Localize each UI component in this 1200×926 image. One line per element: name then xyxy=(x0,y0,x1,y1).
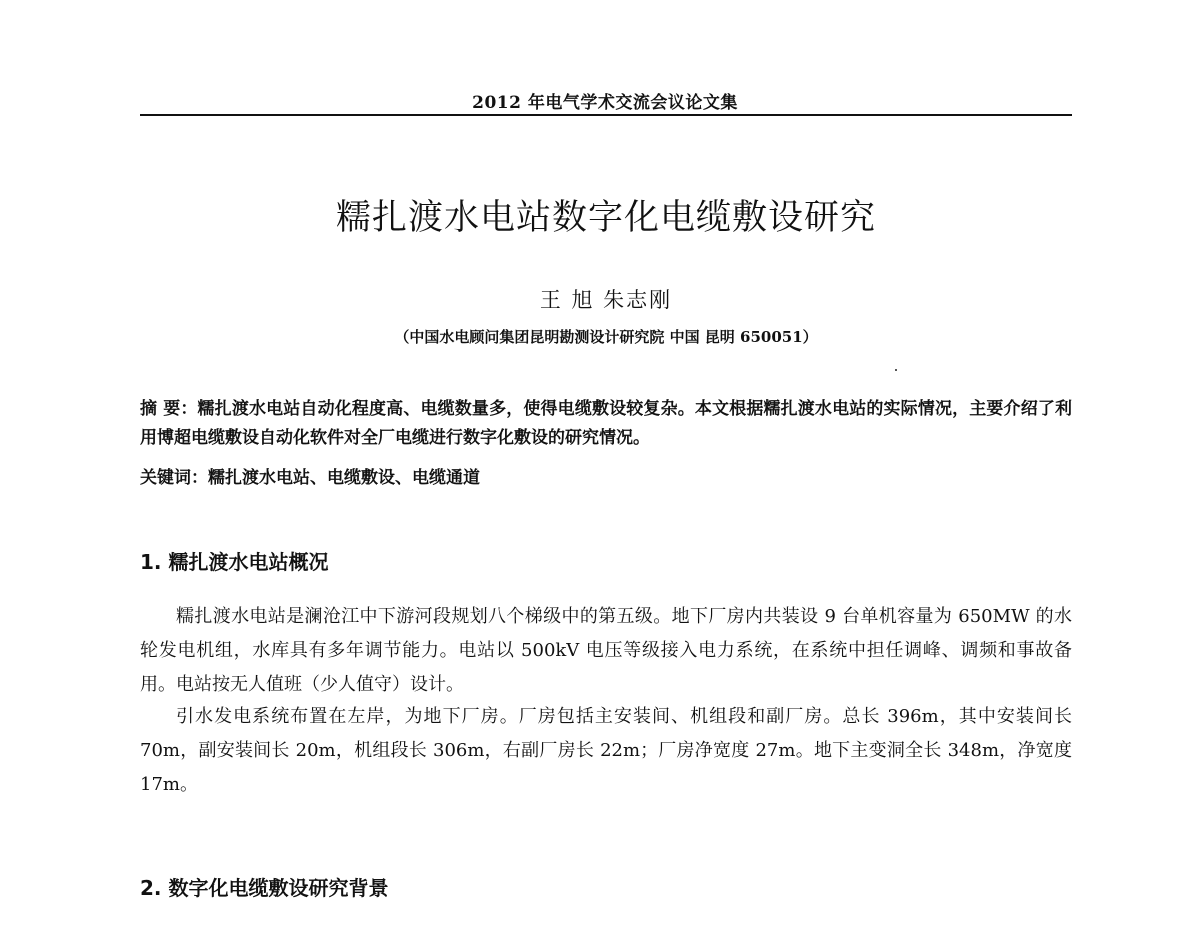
keywords-text: 糯扎渡水电站、电缆敷设、电缆通道 xyxy=(208,468,480,488)
paper-title: 糯扎渡水电站数字化电缆敷设研究 xyxy=(335,198,876,238)
abstract-label: 摘 要： xyxy=(140,399,198,419)
section-1-paragraph-1: 糯扎渡水电站是澜沧江中下游河段规划八个梯级中的第五级。地下厂房内共装设 9 台单机容量为 650MW 的水轮发电机组，水库具有多年调节能力。电站以 500kV 电压等级接入电力系统，在系统中担任调峰、调频和事故备用。电站按无人值班（少人值守）设计。 xyxy=(140,606,1072,695)
header-rule xyxy=(140,114,1072,116)
keywords-label: 关键词： xyxy=(140,468,208,488)
running-header: 2012 年电气学术交流会议论文集 xyxy=(472,93,738,113)
section-heading-2: 2. 数字化电缆敷设研究背景 xyxy=(140,876,389,900)
authors: 王 旭 朱志刚 xyxy=(539,288,673,312)
scan-speck xyxy=(895,369,897,371)
section-1-paragraph-2: 引水发电系统布置在左岸，为地下厂房。厂房包括主安装间、机组段和副厂房。总长 396m，其中安装间长 70m，副安装间长 20m，机组段长 306m，右副厂房长 22m；厂房净宽度 27m。地下主变洞全长 348m，净宽度 17m。 xyxy=(140,706,1072,795)
section-heading-1: 1. 糯扎渡水电站概况 xyxy=(140,550,329,574)
abstract-text: 糯扎渡水电站自动化程度高、电缆数量多，使得电缆敷设较复杂。本文根据糯扎渡水电站的实际情况，主要介绍了利用博超电缆敷设自动化软件对全厂电缆进行数字化敷设的研究情况。 xyxy=(140,399,1073,448)
affiliation: （中国水电顾问集团昆明勘测设计研究院 中国 昆明 650051） xyxy=(394,328,818,346)
keywords xyxy=(140,465,1072,491)
abstract xyxy=(140,395,1072,453)
